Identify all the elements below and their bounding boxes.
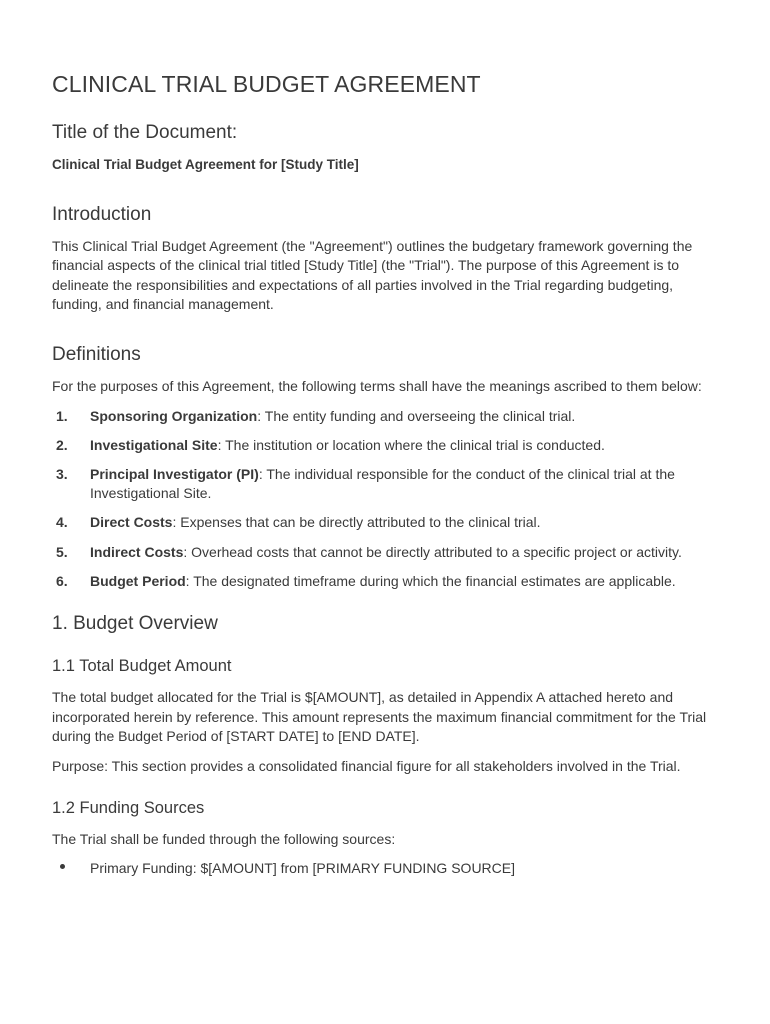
introduction-heading: Introduction <box>52 203 152 225</box>
definition-text: : The designated timeframe during which the financial estimates are applicable. <box>185 572 676 589</box>
definition-term: Budget Period <box>90 572 186 589</box>
definition-text: : Overhead costs that cannot be directly attributed to a specific project or activity. <box>183 543 682 560</box>
definition-item <box>52 543 718 563</box>
definitions-heading: Definitions <box>52 343 141 365</box>
definition-item <box>52 572 718 592</box>
definition-number: 3. <box>56 465 68 482</box>
definition-number: 1. <box>56 407 68 424</box>
budget-overview-section <box>52 613 718 879</box>
title-section-heading: Title of the Document: <box>52 122 238 143</box>
funding-sources-heading: 1.2 Funding Sources <box>52 798 205 817</box>
definition-term: Direct Costs <box>90 514 173 531</box>
definitions-list <box>52 407 718 592</box>
total-budget-purpose: Purpose: This section provides a consolidated financial figure for all stakeholders involved in the Trial. <box>52 758 681 774</box>
funding-source-text: Primary Funding: $[AMOUNT] from [PRIMARY FUNDING SOURCE] <box>90 860 515 877</box>
definition-number: 2. <box>56 436 68 453</box>
definition-text: : The entity funding and overseeing the clinical trial. <box>257 407 576 424</box>
definitions-intro: For the purposes of this Agreement, the following terms shall have the meanings ascribed to them below: <box>52 377 702 394</box>
introduction-text: This Clinical Trial Budget Agreement (the "Agreement") outlines the budgetary framework governing the financial aspects of the clinical trial titled [Study Title] (the "Trial"). The purpose of this Agreement is to delineate the responsibilities and expectations of all parties involved in the Trial regarding budgeting, funding, and financial management. <box>52 237 693 313</box>
definition-item <box>52 465 718 504</box>
funding-sources-subsection <box>52 799 718 879</box>
bullet-icon <box>60 864 65 869</box>
definition-number: 5. <box>56 543 68 560</box>
total-budget-text: The total budget allocated for the Trial is $[AMOUNT], as detailed in Appendix A attached hereto and incorporated herein by reference. This amount represents the maximum financial commitment for the Trial during the Budget Period of [START DATE] to [END DATE]. <box>52 689 707 745</box>
definition-term: Investigational Site <box>90 436 218 453</box>
definitions-section <box>52 344 718 591</box>
definition-item <box>52 407 718 427</box>
definition-item <box>52 513 718 533</box>
definition-term: Principal Investigator (PI) <box>90 465 259 482</box>
definition-text: : The individual responsible for the conduct of the clinical trial at the Investigational Site. <box>90 465 675 502</box>
definition-term: Sponsoring Organization <box>90 407 258 424</box>
funding-source-item <box>52 859 718 879</box>
document-title: CLINICAL TRIAL BUDGET AGREEMENT <box>52 71 481 97</box>
budget-overview-heading: 1. Budget Overview <box>52 613 218 635</box>
definition-term: Indirect Costs <box>90 543 184 560</box>
definition-item <box>52 436 718 456</box>
definition-text: : Expenses that can be directly attributed to the clinical trial. <box>172 514 541 531</box>
definition-number: 4. <box>56 514 68 531</box>
document-subtitle: Clinical Trial Budget Agreement for [Study Title] <box>52 157 359 172</box>
funding-sources-list <box>52 859 718 879</box>
funding-sources-intro: The Trial shall be funded through the following sources: <box>52 830 396 847</box>
total-budget-heading: 1.1 Total Budget Amount <box>52 657 232 676</box>
introduction-section <box>52 204 718 315</box>
definition-text: : The institution or location where the clinical trial is conducted. <box>217 436 605 453</box>
definition-number: 6. <box>56 572 68 589</box>
total-budget-subsection <box>52 657 718 776</box>
